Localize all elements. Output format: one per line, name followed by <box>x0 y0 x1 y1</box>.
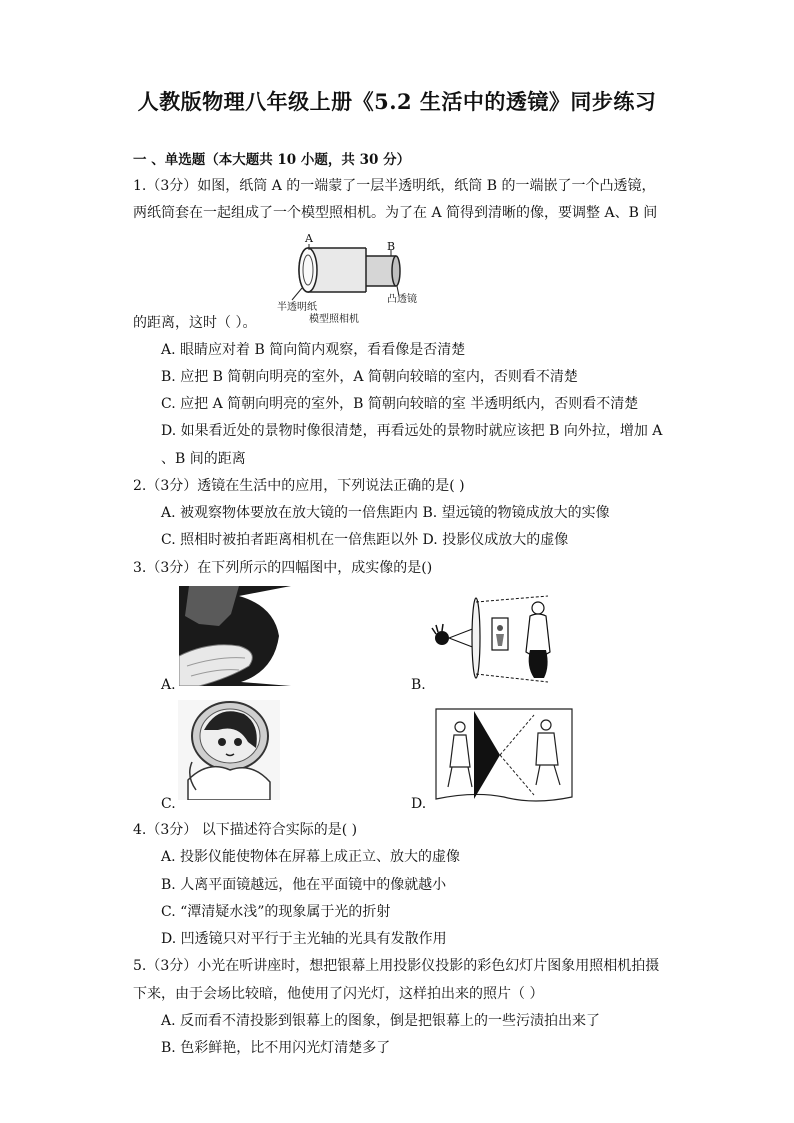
q5-stem-line2: 下来，由于会场比较暗，他使用了闪光灯，这样拍出来的照片（ ） <box>133 986 544 1002</box>
q1-stem-line2: 两纸筒套在一起组成了一个模型照相机。为了在 A 简得到清晰的像，要调整 A、B 间 <box>133 205 658 221</box>
q2-options-line2: C. 照相时被拍者距离相机在一倍焦距以外 D. 投影仪成放大的虚像 <box>161 532 569 548</box>
q3-label-c: C. <box>161 796 176 812</box>
q1-option-c: C. 应把 A 简朝向明亮的室外，B 简朝向较暗的室 半透明纸内，否则看不清楚 <box>161 396 639 412</box>
figure-c-mirror-girl <box>178 700 280 800</box>
figure-b-lens-projection <box>430 594 560 684</box>
q5-option-b: B. 色彩鲜艳，比不用闪光灯清楚多了 <box>161 1040 391 1056</box>
page-title: 人教版物理八年级上册《5.2 生活中的透镜》同步练习 <box>137 89 657 114</box>
q2-stem: 2.（3分）透镜在生活中的应用，下列说法正确的是( ) <box>133 478 465 494</box>
q5-stem-line1: 5.（3分）小光在听讲座时，想把银幕上用投影仪投影的彩色幻灯片图象用照相机拍摄 <box>133 958 660 974</box>
q4-stem: 4.（3分） 以下描述符合实际的是( ) <box>133 822 358 838</box>
q4-option-c: C. “潭清疑水浅”的现象属于光的折射 <box>161 904 391 920</box>
q1-option-d-line1: D. 如果看近处的景物时像很清楚，再看远处的景物时就应该把 B 向外拉，增加 A <box>161 423 663 439</box>
section-heading: 一 、单选题（本大题共 10 小题，共 30 分） <box>133 152 411 168</box>
q3-label-d: D. <box>411 796 427 812</box>
figure-d-plane-mirror <box>434 707 574 805</box>
q1-stem-line1: 1.（3分）如图，纸筒 A 的一端蒙了一层半透明纸，纸筒 B 的一端嵌了一个凸透镜， <box>133 178 656 194</box>
figure-label-b: B <box>387 240 396 253</box>
figure-label-lens: 凸透镜 <box>387 294 417 305</box>
q4-option-a: A. 投影仪能使物体在屏幕上成正立、放大的虚像 <box>161 849 461 865</box>
q1-option-d-line2: 、B 间的距离 <box>161 451 246 467</box>
figure-label-a: A <box>305 232 313 245</box>
q5-option-a: A. 反而看不清投影到银幕上的图象，倒是把银幕上的一些污渍拍出来了 <box>161 1013 601 1029</box>
q1-option-a: A. 眼睛应对着 B 简向简内观察，看看像是否清楚 <box>161 342 466 358</box>
figure-label-paper: 半透明纸 <box>277 302 317 313</box>
q4-option-b: B. 人离平面镜越远，他在平面镜中的像就越小 <box>161 877 447 893</box>
q4-option-d: D. 凹透镜只对平行于主光轴的光具有发散作用 <box>161 931 447 947</box>
q2-options-line1: A. 被观察物体要放在放大镜的一倍焦距内 B. 望远镜的物镜成放大的实像 <box>161 505 610 521</box>
model-camera-figure <box>275 232 425 326</box>
figure-caption: 模型照相机 <box>309 314 359 325</box>
q1-option-b: B. 应把 B 简朝向明亮的室外，A 简朝向较暗的室内，否则看不清楚 <box>161 369 578 385</box>
figure-a-hand-shadow <box>179 586 291 686</box>
q3-label-b: B. <box>411 677 426 693</box>
q3-label-a: A. <box>161 677 176 693</box>
q3-stem: 3.（3分）在下列所示的四幅图中，成实像的是() <box>133 560 433 576</box>
q1-stem-line3: 的距离，这时（ ）。 <box>133 315 257 331</box>
